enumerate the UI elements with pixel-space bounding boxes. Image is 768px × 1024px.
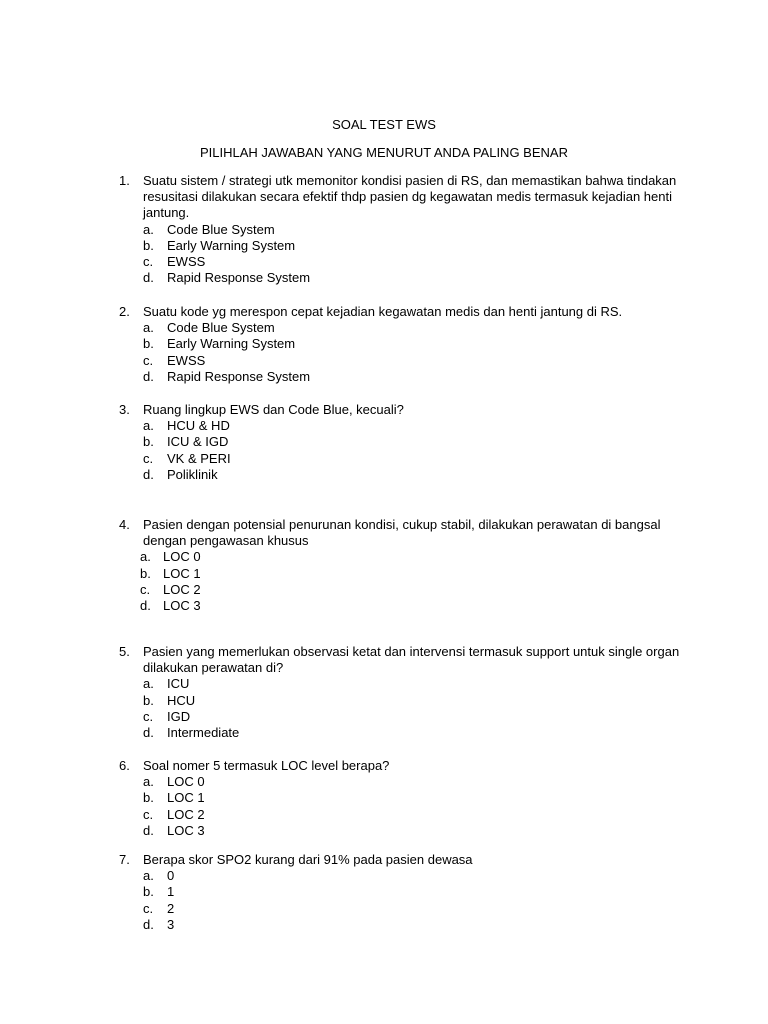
question-1 [0, 173, 768, 286]
option-letter: d. [143, 916, 154, 932]
question-text: Suatu kode yg merespon cepat kejadian kegawatan medis dan henti jantung di RS. [143, 304, 623, 319]
question-number: 2. [119, 304, 130, 319]
question-stem [0, 852, 683, 868]
option-text: Rapid Response System [167, 368, 311, 384]
option-letter: b. [143, 884, 154, 900]
option-text: EWSS [167, 253, 206, 269]
answer-option [0, 774, 768, 790]
option-letter: c. [143, 900, 154, 916]
option-text: 2 [167, 900, 175, 916]
question-text: Soal nomer 5 termasuk LOC level berapa? [143, 758, 390, 773]
answer-option [0, 270, 768, 286]
question-text: Ruang lingkup EWS dan Code Blue, kecuali? [143, 402, 404, 417]
option-text: Early Warning System [167, 336, 296, 352]
answer-option [0, 467, 768, 483]
answer-option [0, 884, 768, 900]
option-text: ICU [167, 676, 190, 692]
option-text: LOC 3 [163, 597, 201, 613]
option-letter: a. [143, 868, 154, 884]
question-stem [0, 644, 683, 676]
question-3 [0, 402, 768, 483]
answer-option [0, 451, 768, 467]
option-letter: b. [143, 692, 154, 708]
document-title: SOAL TEST EWS [332, 117, 436, 132]
answer-option [0, 598, 768, 614]
answer-option [0, 868, 768, 884]
answer-option [0, 336, 768, 352]
question-number: 1. [119, 173, 130, 188]
option-text: LOC 2 [163, 581, 201, 597]
option-text: Rapid Response System [167, 270, 311, 286]
option-text: Code Blue System [167, 221, 275, 237]
option-letter: a. [143, 774, 154, 790]
answer-option [0, 549, 768, 565]
option-letter: b. [143, 237, 154, 253]
option-letter: b. [143, 336, 154, 352]
option-text: IGD [167, 708, 191, 724]
option-letter: b. [143, 434, 154, 450]
answer-option [0, 369, 768, 385]
answer-option [0, 693, 768, 709]
option-text: LOC 0 [163, 549, 201, 565]
answer-option [0, 434, 768, 450]
question-7 [0, 852, 768, 933]
option-text: LOC 2 [167, 806, 205, 822]
option-letter: c. [143, 806, 154, 822]
option-letter: a. [143, 418, 154, 434]
question-text: Suatu sistem / strategi utk memonitor kondisi pasien di RS, dan memastikan bahwa tindakan resusitasi dilakukan secara efektif thdp pasien dg kegawatan medis termasuk kejadian henti jantung. [143, 173, 677, 221]
option-letter: d. [143, 822, 154, 838]
option-letter: d. [143, 466, 154, 482]
answer-option [0, 917, 768, 933]
answer-option [0, 238, 768, 254]
option-letter: a. [140, 549, 151, 565]
option-letter: a. [143, 676, 154, 692]
option-letter: a. [143, 320, 154, 336]
answer-option [0, 790, 768, 806]
answer-option [0, 582, 768, 598]
question-2 [0, 304, 768, 385]
question-4 [0, 517, 768, 614]
option-letter: b. [143, 790, 154, 806]
answer-option [0, 222, 768, 238]
answer-option [0, 254, 768, 270]
option-text: LOC 1 [167, 790, 205, 806]
option-letter: d. [143, 724, 154, 740]
option-text: Early Warning System [167, 237, 296, 253]
option-letter: a. [143, 221, 154, 237]
option-letter: c. [143, 253, 154, 269]
answer-option [0, 353, 768, 369]
option-text: Intermediate [167, 724, 240, 740]
answer-option [0, 418, 768, 434]
question-6 [0, 758, 768, 839]
option-text: 0 [167, 868, 175, 884]
option-text: HCU [167, 692, 196, 708]
question-text: Pasien yang memerlukan observasi ketat dan intervensi termasuk support untuk single organ dilakukan perawatan di? [143, 644, 680, 676]
answer-option [0, 709, 768, 725]
answer-option [0, 901, 768, 917]
question-5 [0, 644, 768, 741]
answer-option [0, 676, 768, 692]
option-text: VK & PERI [167, 450, 231, 466]
option-text: HCU & HD [167, 418, 230, 434]
answer-option [0, 823, 768, 839]
question-number: 7. [119, 852, 130, 867]
option-text: 1 [167, 884, 175, 900]
question-number: 6. [119, 758, 130, 773]
option-text: 3 [167, 916, 175, 932]
option-letter: c. [143, 450, 154, 466]
option-text: LOC 0 [167, 774, 205, 790]
question-stem [0, 304, 683, 320]
question-stem [0, 758, 683, 774]
answer-option [0, 320, 768, 336]
question-stem [0, 517, 683, 549]
option-text: LOC 1 [163, 565, 201, 581]
question-number: 4. [119, 517, 130, 532]
answer-option [0, 807, 768, 823]
option-letter: c. [143, 352, 154, 368]
option-letter: d. [143, 368, 154, 384]
question-number: 3. [119, 402, 130, 417]
option-text: LOC 3 [167, 822, 205, 838]
option-letter: d. [143, 270, 154, 286]
question-stem [0, 402, 683, 418]
option-text: Poliklinik [167, 466, 218, 482]
question-text: Pasien dengan potensial penurunan kondisi, cukup stabil, dilakukan perawatan di bangsal dengan pengawasan khusus [143, 517, 661, 549]
option-text: Code Blue System [167, 320, 275, 336]
document-instructions: PILIHLAH JAWABAN YANG MENURUT ANDA PALING BENAR [200, 145, 568, 160]
question-number: 5. [119, 644, 130, 659]
option-text: EWSS [167, 352, 206, 368]
option-letter: c. [140, 581, 151, 597]
answer-option [0, 566, 768, 582]
option-text: ICU & IGD [167, 434, 229, 450]
option-letter: b. [140, 565, 151, 581]
question-stem [0, 173, 683, 222]
option-letter: c. [143, 708, 154, 724]
question-text: Berapa skor SPO2 kurang dari 91% pada pasien dewasa [143, 852, 473, 867]
option-letter: d. [140, 597, 151, 613]
answer-option [0, 725, 768, 741]
